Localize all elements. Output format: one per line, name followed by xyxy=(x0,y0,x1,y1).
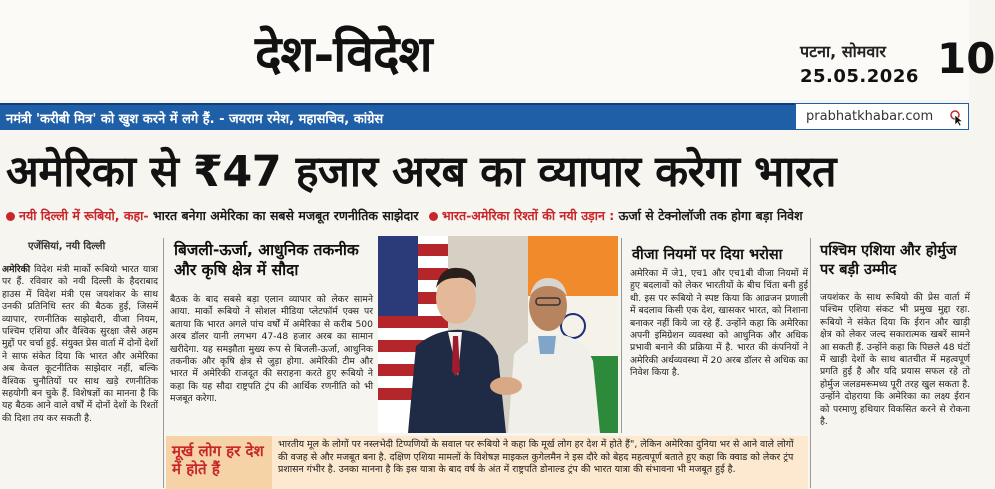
column-divider xyxy=(621,238,622,433)
quote-strip xyxy=(166,436,808,489)
quote-label: मूर्ख लोग हर देश में होते हैं xyxy=(172,442,264,478)
center-story-body: बैठक के बाद सबसे बड़ा एलान व्यापार को लेकर सामने आया. मार्को रूबियो ने सोशल मीडिया प्लेटफॉर्म एक्स पर बताया कि भारत अगले पांच वर्षों में अमेरिका से करीब 500 अरब डॉलर यानी लगभग 47-48 हजार अरब का सामान खरीदेगा. यह समझौता मुख्य रूप से बिजली-ऊर्जा, आधुनिक तकनीक और कृषि क्षेत्र से जुड़ा होगा. अमेरिकी टीम और भारत में अमेरिकी राजदूत की सराहना करते हुए रूबियो ने कहा कि यह सौदा राष्ट्रपति ट्रंप की आर्थिक रणनीति को भी मजबूत करेगा. xyxy=(170,294,373,405)
quote-body: भारतीय मूल के लोगों पर नस्लभेदी टिप्पणियों के सवाल पर रूबियो ने कहा कि मूर्ख लोग हर देश में होते हैं", लेकिन अमेरिका दुनिया भर से आने वाले लोगों की वजह से और मजबूत बना है. दक्षिण एशिया मामलों के विशेषज्ञ माइकल कुगेलमैन ने इस दौरे को बेहद महत्वपूर्ण बताते हुए कहा कि क्वाड को लेकर ट्रंप प्रशासन गंभीर है. उनका मानना है कि इस यात्रा के बाद वर्ष के अंत में राष्ट्रपति डोनाल्ड ट्रंप की भारत यात्रा की संभावना भी मजबूत हुई है. xyxy=(278,439,794,476)
subdeck-part2-red: भारत-अमेरिका रिश्तों की नयी उड़ान : xyxy=(441,208,615,223)
main-headline xyxy=(0,140,969,200)
site-url: prabhatkhabar.com xyxy=(806,109,934,124)
center-story-headline: बिजली-ऊर्जा, आधुनिक तकनीक और कृषि क्षेत्र में सौदा xyxy=(174,241,359,279)
left-story xyxy=(0,236,160,489)
right-story xyxy=(812,236,969,489)
column-divider xyxy=(810,238,811,488)
subdeck-part2-dark: ऊर्जा से टेक्नोलॉजी तक होगा बड़ा निवेश xyxy=(618,208,803,223)
issue-date: 25.05.2026 xyxy=(800,66,919,87)
headline-text: अमेरिका से ₹47 हजार अरब का व्यापार करेगा भारत xyxy=(6,147,837,197)
subdeck-part1-dark: भारत बनेगा अमेरिका का सबसे मजबूत रणनीतिक साझेदार xyxy=(152,208,419,223)
page-number: 10 xyxy=(937,34,995,83)
sub-deck xyxy=(0,207,969,229)
quote-label-box xyxy=(166,436,272,489)
right-story-body: जयशंकर के साथ रूबियो की प्रेस वार्ता में पश्चिम एशिया संकट भी प्रमुख मुद्दा रहा. रूबियो ने संकेत दिया कि ईरान और खाड़ी क्षेत्र को लेकर जल्द सकारात्मक खबरें सामने आ सकती हैं. उन्होंने कहा कि पिछले 48 घंटों में खाड़ी देशों के साथ बातचीत में महत्वपूर्ण प्रगति हुई है और यदि प्रयास सफल रहे तो होर्मुज जलडमरूमध्य पूरी तरह खुल सकता है. उन्होंने दोहराया कि अमेरिका का लक्ष्य ईरान को परमाणु हथियार विकसित करने से रोकना है. xyxy=(820,292,970,428)
section-title: देश-विदेश xyxy=(255,24,432,83)
city-day: पटना, सोमवार xyxy=(800,42,886,61)
left-story-lead: अमेरिकी xyxy=(2,264,31,275)
byline: एजेंसियां, नयी दिल्ली xyxy=(28,241,106,252)
bullet-dot-icon xyxy=(6,212,15,221)
right-story-headline: पश्चिम एशिया और होर्मुज पर बड़ी उम्मीद xyxy=(820,243,957,278)
left-story-text: विदेश मंत्री मार्को रूबियो भारत यात्रा पर हैं. रविवार को नयी दिल्ली के हैदराबाद हाउस में विदेश मंत्री एस जयशंकर के साथ उनकी प्रतिनिधि स्तर की बैठक हुई, जिसमें व्यापार, रणनीतिक साझेदारी, वीजा नियम, पश्चिम एशिया और वैश्विक सुरक्षा जैसे अहम मुद्दों पर चर्चा हुई. संयुक्त प्रेस वार्ता में दोनों देशों ने साफ संकेत दिया कि भारत और अमेरिका अब केवल कूटनीतिक साझेदार नहीं, बल्कि वैश्विक चुनौतियों पर साथ खड़े रणनीतिक सहयोगी बन चुके हैं. विशेषज्ञों का मानना है कि यह बैठक आने वाले वर्षों में दोनों देशों के रिश्तों की दिशा तय कर सकती है. xyxy=(2,264,159,424)
visa-story xyxy=(624,238,808,433)
cursor-icon xyxy=(950,110,964,126)
handshake xyxy=(490,377,522,395)
bullet-dot-icon xyxy=(429,212,438,221)
left-story-body xyxy=(2,264,158,425)
masthead xyxy=(0,0,995,100)
photo-illustration xyxy=(378,236,618,433)
subdeck-part1-red: नयी दिल्ली में रूबियो, कहा- xyxy=(19,208,149,223)
site-link[interactable] xyxy=(795,103,969,130)
column-divider xyxy=(163,238,164,488)
dateline xyxy=(800,40,919,87)
ticker-text: नमंत्री 'करीबी मित्र' को खुश करने में लगे हैं. - जयराम रमेश, महासचिव, कांग्रेस xyxy=(6,112,384,127)
news-photo xyxy=(378,236,618,433)
visa-story-headline: वीजा नियमों पर दिया भरोसा xyxy=(632,247,783,263)
visa-story-body: अमेरिका में जे1, एच1 और एच1बी वीजा नियमों में हुए बदलावों को लेकर भारतीयों के बीच चिंता बनी हुई थी. इस पर रूबियो ने स्पष्ट किया कि आव्रजन प्रणाली में बदलाव किसी एक देश, खासकर भारत, को निशाना बनाकर नहीं किये जा रहे हैं. उन्होंने कहा कि अमेरिका अपनी इमिग्रेशन व्यवस्था को आधुनिक और अधिक प्रभावी बनाने की प्रक्रिया में है. भारत की कंपनियों ने अमेरिकी अर्थव्यवस्था में 20 अरब डॉलर से अधिक का निवेश किया है. xyxy=(630,268,808,379)
center-story xyxy=(166,238,373,433)
